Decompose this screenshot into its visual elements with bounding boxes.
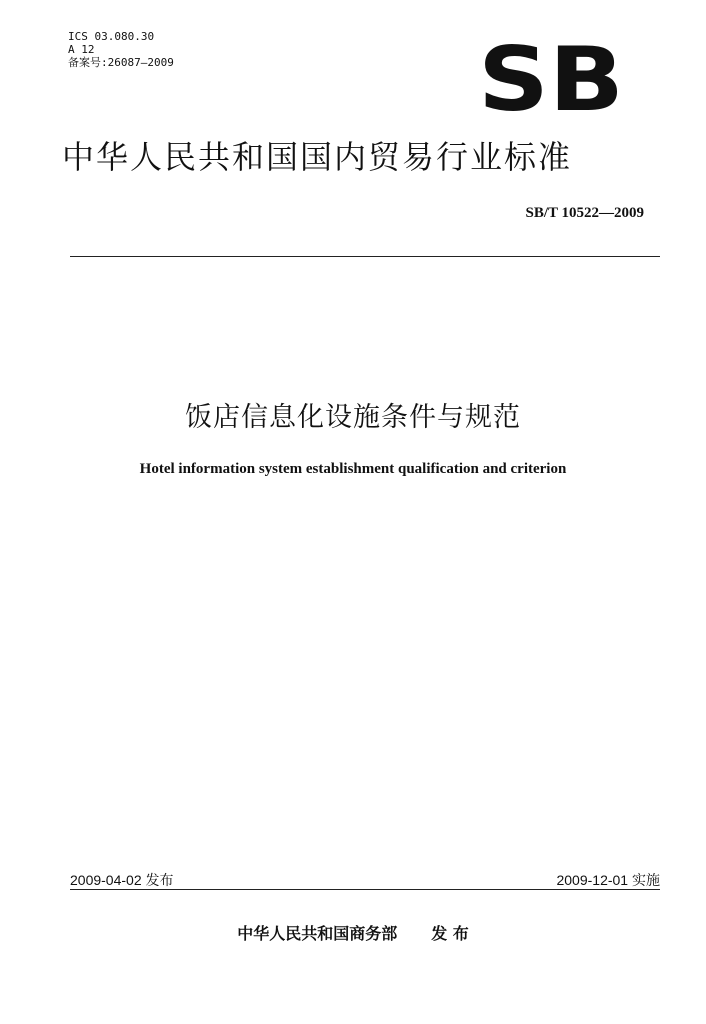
sb-logo-text: SB xyxy=(478,44,624,114)
category-code: A 12 xyxy=(68,43,95,56)
ics-code: ICS 03.080.30 xyxy=(68,30,155,43)
classification-block xyxy=(68,30,174,69)
sb-logo xyxy=(478,44,624,114)
issuer-name: 中华人民共和国商务部 xyxy=(237,924,398,943)
effective-date: 2009-12-01 实施 xyxy=(556,872,660,888)
ministry-standard-title: 中华人民共和国国内贸易行业标准 xyxy=(62,138,573,176)
document-title-chinese: 饭店信息化设施条件与规范 xyxy=(185,402,521,433)
issuer-action: 发 布 xyxy=(431,924,469,943)
document-title-english: Hotel information system establishment qualification and criterion xyxy=(139,461,567,477)
issue-date: 2009-04-02 发布 xyxy=(70,872,174,888)
bottom-divider xyxy=(70,889,660,890)
issuer-line xyxy=(0,921,706,944)
standard-number: SB/T 10522—2009 xyxy=(525,205,644,221)
filing-number: 备案号:26087—2009 xyxy=(68,56,174,69)
top-divider xyxy=(70,256,660,257)
